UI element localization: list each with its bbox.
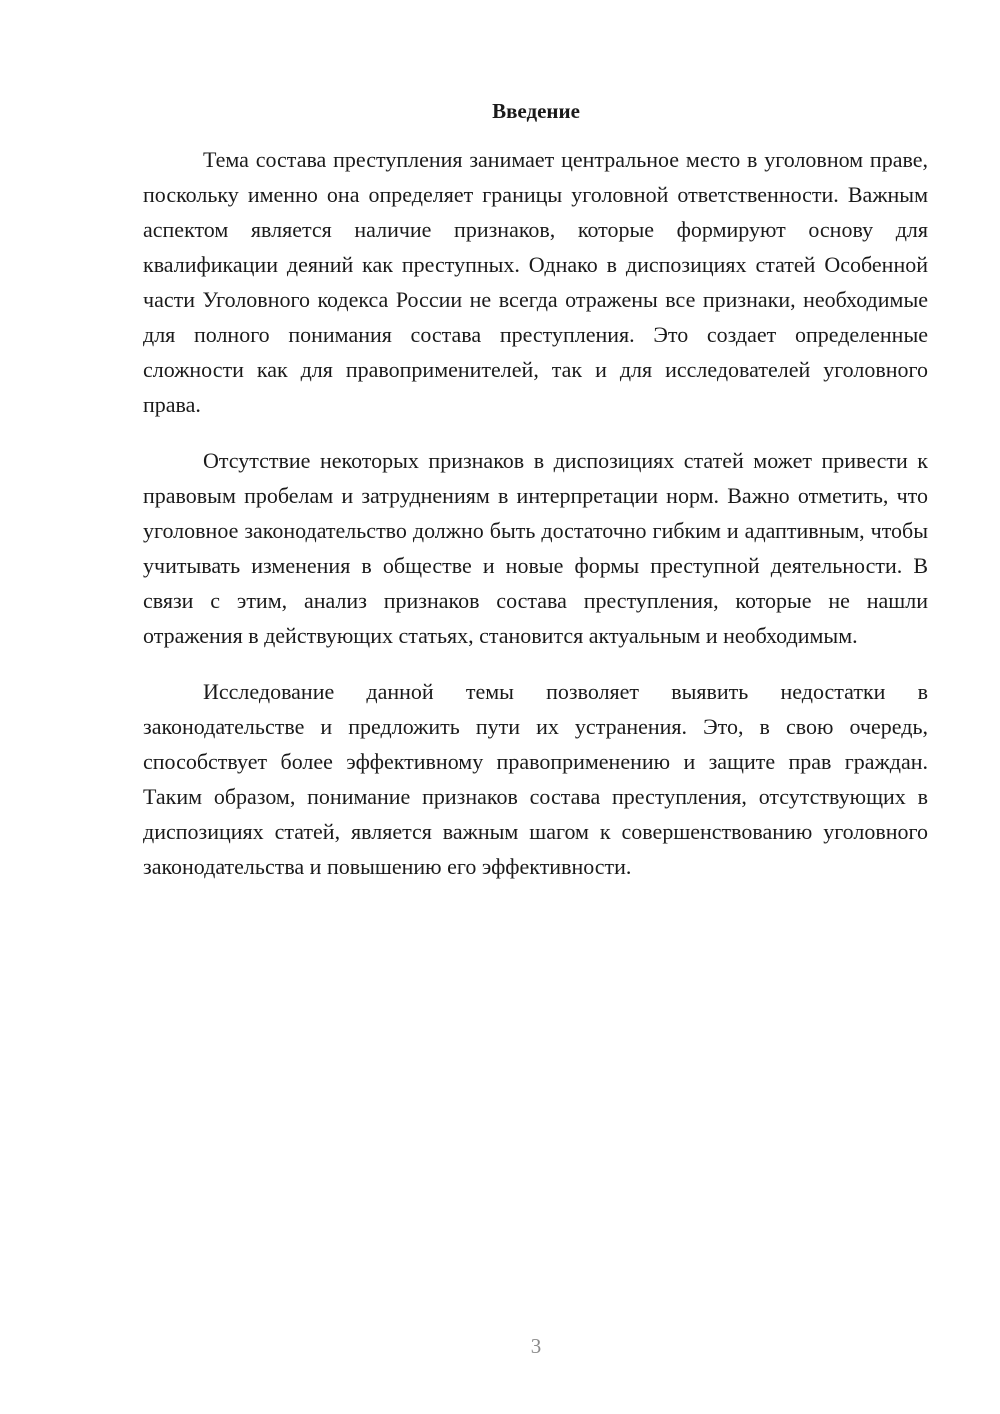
body-text — [143, 142, 928, 905]
page-number: 3 — [530, 1334, 542, 1358]
section-title: Введение — [492, 99, 580, 123]
paragraph-3: Исследование данной темы позволяет выявить недостатки в законодательстве и предложить пути их устранения. Это, в свою очередь, способствует более эффективному правоприменению и защите прав граждан. Таким образом, понимание признаков состава преступления, отсутствующих в диспозициях статей, является важным шагом к совершенствованию уголовного законодательства и повышению его эффективности. — [143, 679, 928, 879]
paragraph-1: Тема состава преступления занимает центральное место в уголовном праве, поскольку именно она определяет границы уголовной ответственности. Важным аспектом является наличие признаков, которые формируют основу для квалификации деяний как преступных. Однако в диспозициях статей Особенной части Уголовного кодекса России не всегда отражены все признаки, необходимые для полного понимания состава преступления. Это создает определенные сложности как для правоприменителей, так и для исследователей уголовного права. — [143, 147, 928, 417]
paragraph-2: Отсутствие некоторых признаков в диспозициях статей может привести к правовым пробелам и затруднениям в интерпретации норм. Важно отметить, что уголовное законодательство должно быть достаточно гибким и адаптивным, чтобы учитывать изменения в обществе и новые формы преступной деятельности. В связи с этим, анализ признаков состава преступления, которые не нашли отражения в действующих статьях, становится актуальным и необходимым. — [143, 448, 928, 648]
